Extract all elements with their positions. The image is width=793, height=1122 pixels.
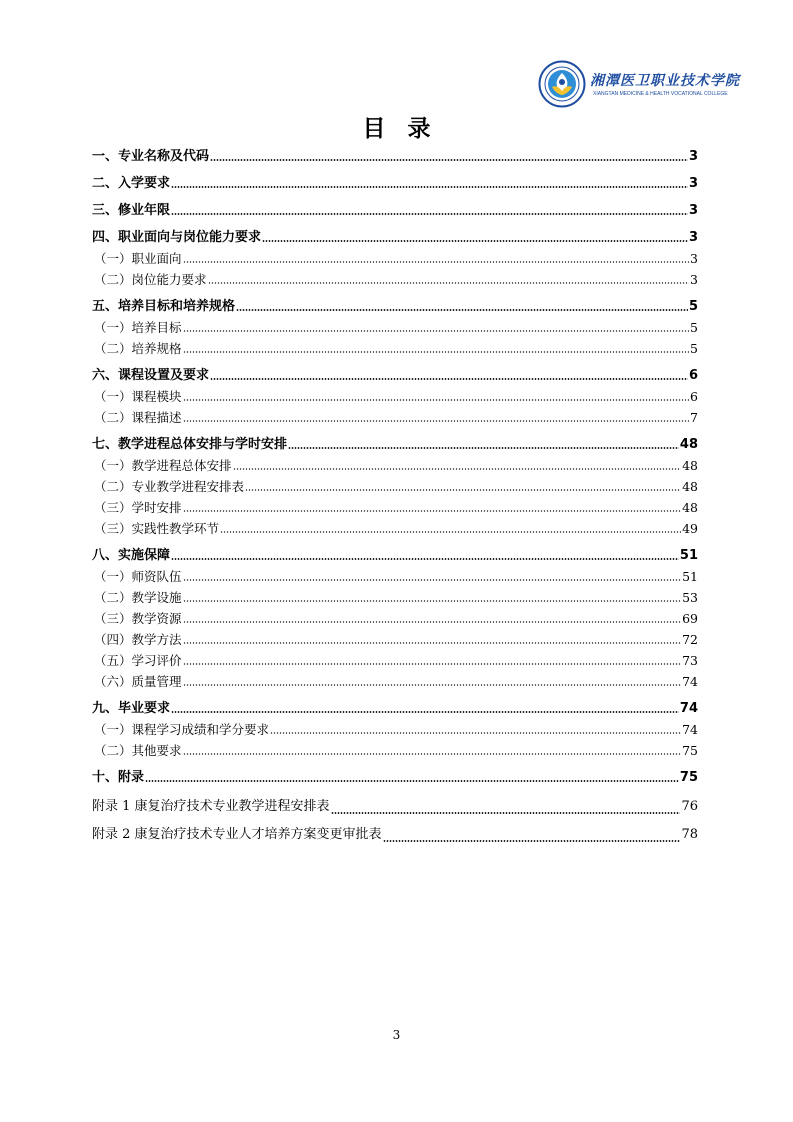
dot-leader [210,378,688,380]
toc-entry-appendix-1[interactable] [92,794,698,820]
dot-leader [208,282,690,284]
toc-entry-label: （二）培养规格 [94,341,182,356]
dot-leader [220,531,681,533]
dot-leader [236,309,688,311]
dot-leader [270,732,681,734]
toc-entry-subsection[interactable] [92,386,698,407]
toc-entry-page: 75 [679,770,698,785]
toc-entry-label: （一）教学进程总体安排 [94,458,232,473]
toc-entry-label: （六）质量管理 [94,674,182,689]
toc-entry-label: 五、培养目标和培养规格 [92,299,236,314]
dot-leader [183,642,682,644]
toc-entry-subsection[interactable] [92,629,698,650]
dot-leader [183,753,682,755]
dot-leader [183,663,682,665]
toc-entry-subsection[interactable] [92,407,698,428]
toc-entry-label: （二）教学设施 [94,590,182,605]
college-name-english: XIANGTAN MEDICINE & HEALTH VOCATIONAL COLLEGE [593,91,728,97]
toc-entry-label: （二）岗位能力要求 [94,272,207,287]
toc-entry-label: （三）教学资源 [94,611,182,626]
toc-entry-section-10[interactable] [92,767,698,788]
toc-entry-label: （四）教学方法 [94,632,182,647]
dot-leader [245,489,681,491]
toc-entry-subsection[interactable] [92,338,698,359]
dot-leader [171,186,688,188]
toc-entry-page: 48 [682,479,698,494]
toc-entry-label: （二）其他要求 [94,743,182,758]
toc-entry-section-6[interactable] [92,365,698,386]
toc-entry-subsection[interactable] [92,455,698,476]
toc-entry-page: 74 [679,701,698,716]
dot-leader [331,812,681,814]
dot-leader [183,684,682,686]
dot-leader [171,558,679,560]
toc-entry-subsection[interactable] [92,518,698,539]
toc-entry-subsection[interactable] [92,587,698,608]
toc-entry-section-2[interactable] [92,173,698,194]
toc-entry-subsection[interactable] [92,497,698,518]
toc-entry-section-7[interactable] [92,434,698,455]
toc-entry-subsection[interactable] [92,650,698,671]
toc-entry-page: 48 [682,458,698,473]
toc-entry-subsection[interactable] [92,248,698,269]
toc-entry-page: 3 [690,272,698,287]
toc-entry-label: （五）学习评价 [94,653,182,668]
toc-entry-label: （二）课程描述 [94,410,182,425]
dot-leader [210,159,688,161]
dot-leader [183,510,682,512]
table-of-contents [92,146,698,848]
toc-entry-label: 一、专业名称及代码 [92,149,210,164]
toc-entry-label: 十、附录 [92,770,145,785]
toc-entry-appendix-2[interactable] [92,822,698,848]
toc-entry-page: 78 [681,827,698,842]
toc-entry-page: 74 [682,722,698,737]
toc-entry-page: 3 [688,149,698,164]
dot-leader [183,330,690,332]
dot-leader [262,240,688,242]
college-logo [538,60,738,108]
dot-leader [183,600,682,602]
toc-entry-label: （一）职业面向 [94,251,182,266]
toc-entry-label: 四、职业面向与岗位能力要求 [92,230,262,245]
toc-entry-page: 3 [688,230,698,245]
toc-entry-label: 附录 1 康复治疗技术专业教学进程安排表 [92,799,330,814]
toc-entry-page: 49 [682,521,698,536]
dot-leader [183,420,690,422]
toc-entry-page: 72 [682,632,698,647]
toc-entry-subsection[interactable] [92,719,698,740]
dot-leader [171,711,679,713]
dot-leader [183,579,682,581]
toc-entry-page: 7 [690,410,698,425]
toc-entry-label: （一）师资队伍 [94,569,182,584]
toc-entry-label: （一）课程模块 [94,389,182,404]
dot-leader [171,213,688,215]
dot-leader [383,840,681,842]
toc-entry-page: 75 [682,743,698,758]
toc-entry-page: 6 [688,368,698,383]
toc-entry-section-8[interactable] [92,545,698,566]
toc-entry-label: （三）实践性教学环节 [94,521,220,536]
toc-entry-label: 二、入学要求 [92,176,171,191]
toc-entry-subsection[interactable] [92,608,698,629]
toc-entry-page: 5 [690,320,698,335]
page-title: 目录 [362,116,453,142]
toc-entry-page: 73 [682,653,698,668]
dot-leader [183,261,690,263]
toc-entry-section-9[interactable] [92,698,698,719]
toc-entry-label: 九、毕业要求 [92,701,171,716]
toc-entry-label: 六、课程设置及要求 [92,368,210,383]
toc-entry-page: 6 [690,389,698,404]
toc-entry-page: 74 [682,674,698,689]
toc-entry-subsection[interactable] [92,317,698,338]
toc-entry-label: （一）培养目标 [94,320,182,335]
toc-entry-page: 3 [688,176,698,191]
toc-entry-page: 3 [688,203,698,218]
dot-leader [145,780,679,782]
toc-entry-page: 48 [682,500,698,515]
toc-entry-page: 5 [688,299,698,314]
toc-entry-page: 51 [679,548,698,563]
toc-entry-section-1[interactable] [92,146,698,167]
toc-entry-subsection[interactable] [92,671,698,692]
dot-leader [183,621,682,623]
toc-entry-page: 69 [682,611,698,626]
college-name: 湘潭医卫职业技术学院 [590,73,740,89]
toc-entry-label: 附录 2 康复治疗技术专业人才培养方案变更审批表 [92,827,382,842]
dot-leader [183,399,690,401]
toc-entry-label: 三、修业年限 [92,203,171,218]
toc-entry-label: 七、教学进程总体安排与学时安排 [92,437,288,452]
toc-entry-label: （三）学时安排 [94,500,182,515]
page-number: 3 [392,1028,401,1042]
toc-entry-page: 3 [690,251,698,266]
dot-leader [233,468,682,470]
toc-entry-subsection[interactable] [92,740,698,761]
toc-entry-page: 76 [681,799,698,814]
toc-entry-label: 八、实施保障 [92,548,171,563]
toc-entry-page: 51 [682,569,698,584]
college-emblem-icon [538,60,586,108]
toc-entry-page: 5 [690,341,698,356]
toc-entry-section-5[interactable] [92,296,698,317]
toc-entry-section-4[interactable] [92,227,698,248]
toc-entry-page: 48 [679,437,698,452]
toc-entry-label: （一）课程学习成绩和学分要求 [94,722,270,737]
toc-entry-label: （二）专业教学进程安排表 [94,479,245,494]
dot-leader [288,447,679,449]
toc-entry-subsection[interactable] [92,476,698,497]
toc-entry-subsection[interactable] [92,269,698,290]
toc-entry-section-3[interactable] [92,200,698,221]
dot-leader [183,351,690,353]
toc-entry-subsection[interactable] [92,566,698,587]
toc-entry-page: 53 [682,590,698,605]
